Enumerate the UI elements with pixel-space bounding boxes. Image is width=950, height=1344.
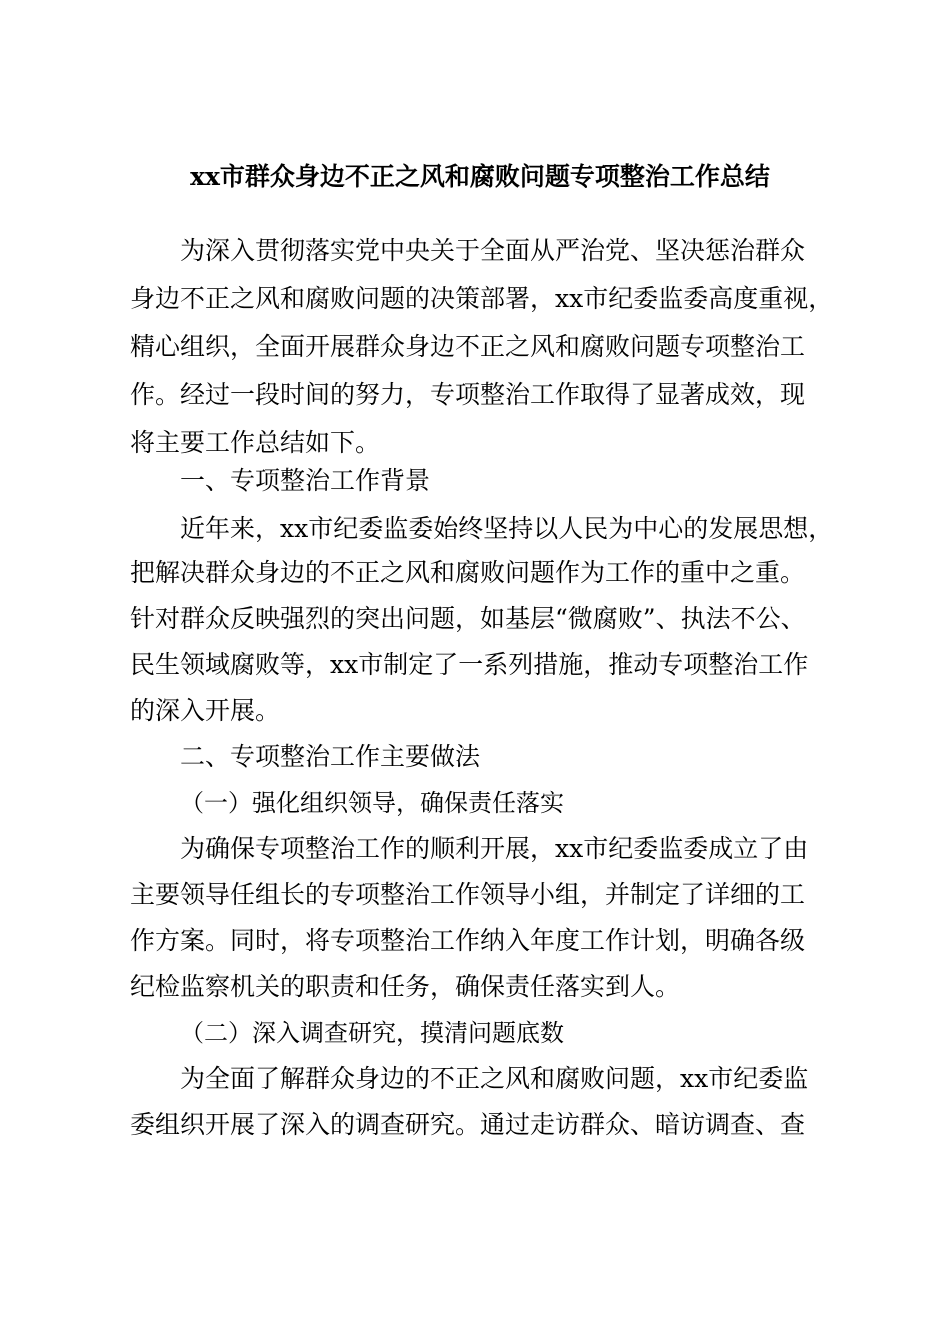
sub2-line: 为全面了解群众身边的不正之风和腐败问题，xx市纪委监 bbox=[180, 1064, 809, 1093]
section-heading-practices: 二、专项整治工作主要做法 bbox=[180, 742, 481, 771]
section1-line: 把解决群众身边的不正之风和腐败问题作为工作的重中之重。 bbox=[130, 558, 806, 587]
intro-line: 为深入贯彻落实党中央关于全面从严治党、坚决惩治群众 bbox=[180, 236, 806, 265]
intro-line: 作。经过一段时间的努力，专项整治工作取得了显著成效，现 bbox=[130, 380, 806, 409]
section1-line: 民生领域腐败等，xx市制定了一系列措施，推动专项整治工作 bbox=[130, 650, 809, 679]
subsection-heading-leadership: （一）强化组织领导，确保责任落实 bbox=[180, 789, 564, 817]
sub2-line: 委组织开展了深入的调查研究。通过走访群众、暗访调查、查 bbox=[130, 1110, 806, 1139]
section1-line: 近年来，xx市纪委监委始终坚持以人民为中心的发展思想， bbox=[180, 514, 834, 543]
sub1-line: 为确保专项整治工作的顺利开展，xx市纪委监委成立了由 bbox=[180, 834, 809, 863]
intro-line: 精心组织，全面开展群众身边不正之风和腐败问题专项整治工 bbox=[130, 332, 806, 361]
intro-line: 将主要工作总结如下。 bbox=[130, 428, 381, 457]
sub1-line: 作方案。同时，将专项整治工作纳入年度工作计划，明确各级 bbox=[130, 926, 806, 955]
subsection-heading-research: （二）深入调查研究，摸清问题底数 bbox=[180, 1019, 564, 1047]
document-title: xx市群众身边不正之风和腐败问题专项整治工作总结 bbox=[190, 162, 770, 191]
section-heading-background: 一、专项整治工作背景 bbox=[180, 466, 431, 495]
section1-line: 的深入开展。 bbox=[130, 696, 281, 725]
sub1-line: 纪检监察机关的职责和任务，确保责任落实到人。 bbox=[130, 972, 681, 1001]
sub1-line: 主要领导任组长的专项整治工作领导小组，并制定了详细的工 bbox=[130, 880, 806, 909]
section1-line: 针对群众反映强烈的突出问题，如基层“微腐败”、执法不公、 bbox=[130, 604, 806, 633]
intro-line: 身边不正之风和腐败问题的决策部署，xx市纪委监委高度重视， bbox=[130, 284, 834, 313]
